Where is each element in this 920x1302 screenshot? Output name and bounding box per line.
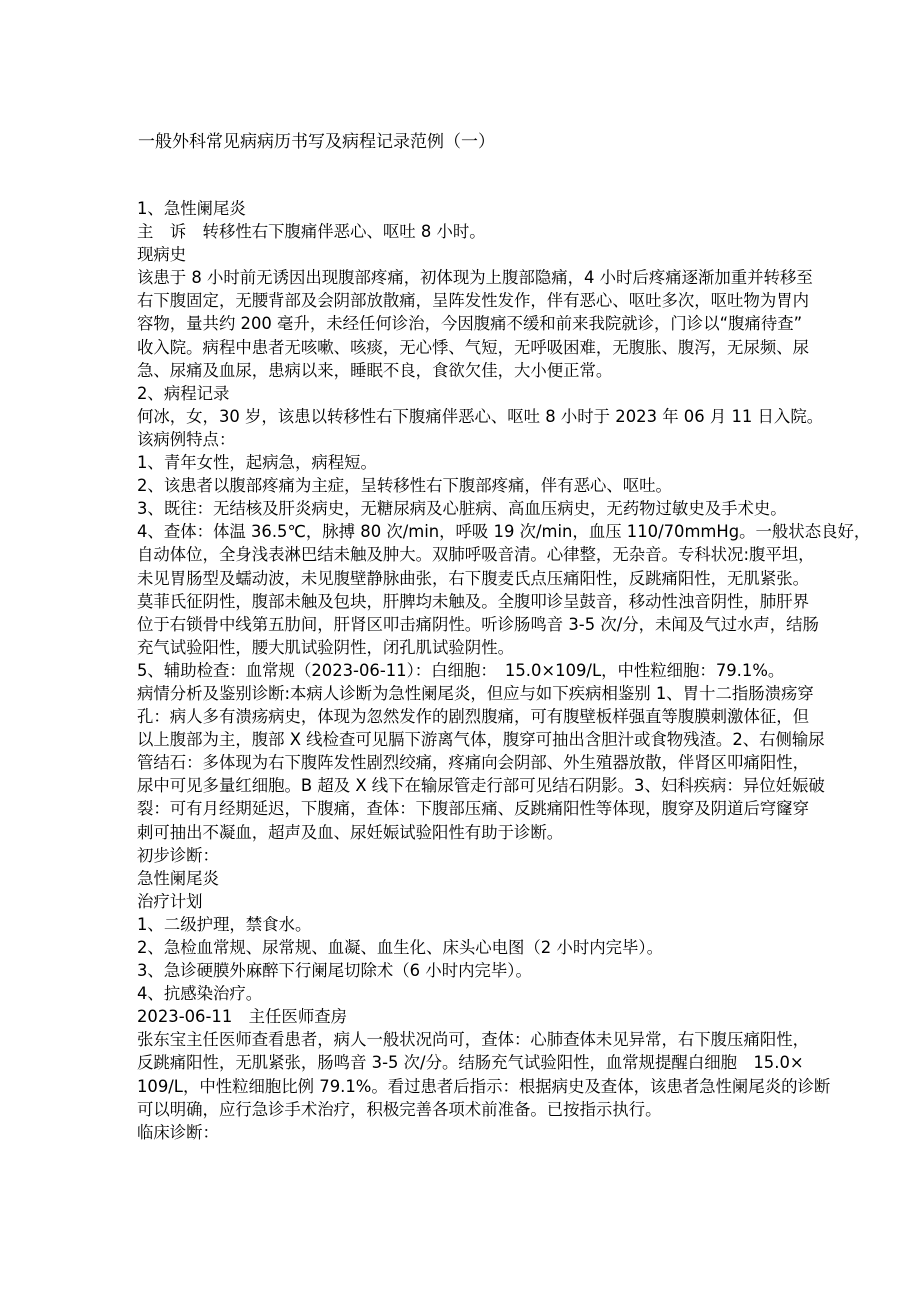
text-line: 2、该患者以腹部疼痛为主症，呈转移性右下腹部疼痛，伴有恶心、呕吐。	[137, 476, 672, 496]
text-line: 孔：病人多有溃疡病史，体现为忽然发作的剧烈腹痛，可有腹壁板样强直等腹膜刺激体征，但	[137, 707, 810, 727]
text-line: 3、既往：无结核及肝炎病史，无糖尿病及心脏病、高血压病史，无药物过敏史及手术史。	[137, 499, 787, 519]
text-line: 刺可抽出不凝血，超声及血、尿妊娠试验阳性有助于诊断。	[137, 822, 564, 842]
text-line: 4、查体：体温 36.5℃，脉搏 80 次/min，呼吸 19 次/min，血压 110/70mmHg。一般状态良好，	[137, 522, 871, 542]
text-line: 裂：可有月经期延迟，下腹痛，查体：下腹部压痛、反跳痛阳性等体现，腹穿及阴道后穹窿穿	[137, 799, 810, 819]
text-line: 2、急检血常规、尿常规、血凝、血生化、床头心电图（2 小时内完毕）。	[137, 938, 663, 957]
text-line: 反跳痛阳性，无肌紧张，肠鸣音 3-5 次/分。结肠充气试验阳性，血常规提醒白细胞 15.0×	[137, 1053, 804, 1073]
text-line: 管结石：多体现为右下腹阵发性剧烈绞痛，疼痛向会阴部、外生殖器放散，伴肾区叩痛阳性，	[137, 753, 810, 773]
text-line: 现病史	[137, 245, 187, 265]
text-line: 1、急性阑尾炎	[137, 199, 246, 218]
text-line: 可以明确，应行急诊手术治疗，积极完善各项术前准备。已按指示执行。	[137, 1099, 662, 1119]
text-line: 以上腹部为主，腹部 X 线检查可见膈下游离气体，腹穿可抽出含胆汁或食物残渣。2、右侧输尿	[137, 730, 825, 750]
text-line: 张东宝主任医师查看患者，病人一般状况尚可，查体：心肺查体未见异常，右下腹压痛阳性，	[137, 1030, 810, 1050]
text-line: 该患于 8 小时前无诱因出现腹部疼痛，初体现为上腹部隐痛，4 小时后疼痛逐渐加重并转移至	[137, 268, 813, 288]
text-line: 未见胃肠型及蠕动波，未见腹壁静脉曲张，右下腹麦氏点压痛阳性，反跳痛阳性，无肌紧张。	[137, 568, 810, 588]
text-line: 109/L，中性粒细胞比例 79.1%。看过患者后指示：根据病史及查体，该患者急性阑尾炎的诊断	[137, 1076, 831, 1096]
document-body	[137, 197, 907, 1144]
text-line: 收入院。病程中患者无咳嗽、咳痰，无心悸、气短，无呼吸困难，无腹胀、腹泻，无尿频、尿	[137, 337, 810, 357]
text-line: 该病例特点：	[137, 429, 236, 449]
text-line: 充气试验阳性，腰大肌试验阴性，闭孔肌试验阴性。	[137, 637, 514, 657]
text-line: 1、二级护理，禁食水。	[137, 914, 312, 934]
text-line: 莫菲氏征阴性，腹部未触及包块，肝脾均未触及。全腹叩诊呈鼓音，移动性浊音阴性，肺肝界	[137, 591, 810, 611]
text-line: 何冰，女，30 岁，该患以转移性右下腹痛伴恶心、呕吐 8 小时于 2023 年 06 月 11 日入院。	[137, 406, 824, 426]
text-line: 1、青年女性，起病急，病程短。	[137, 453, 377, 473]
text-line: 3、急诊硬膜外麻醉下行阑尾切除术（6 小时内完毕）。	[137, 961, 532, 981]
text-line: 自动体位，全身浅表淋巴结未触及肿大。双肺呼吸音清。心律整，无杂音。专科状况:腹平坦，	[137, 545, 815, 565]
document-title: 一般外科常见病病历书写及病程记录范例（一）	[138, 132, 495, 152]
text-line: 病情分析及鉴别诊断:本病人诊断为急性阑尾炎，但应与如下疾病相鉴别 1、胃十二指肠溃疡穿	[137, 683, 814, 703]
text-line: 尿中可见多量红细胞。B 超及 X 线下在输尿管走行部可见结石阴影。3、妇科疾病：异位妊娠破	[137, 776, 825, 796]
text-line: 治疗计划	[137, 891, 203, 911]
text-line: 急性阑尾炎	[137, 868, 219, 888]
text-line: 5、辅助检查：血常规（2023-06-11）：白细胞： 15.0×109/L，中性粒细胞：79.1%。	[137, 660, 785, 680]
text-line: 临床诊断：	[137, 1122, 219, 1142]
text-line: 右下腹固定，无腰背部及会阴部放散痛，呈阵发性发作，伴有恶心、呕吐多次，呕吐物为胃内	[137, 291, 810, 311]
text-line: 主 诉 转移性右下腹痛伴恶心、呕吐 8 小时。	[137, 222, 486, 242]
text-line: 位于右锁骨中线第五肋间，肝肾区叩击痛阴性。听诊肠鸣音 3-5 次/分，未闻及气过水声，结肠	[137, 614, 819, 634]
text-line: 4、抗感染治疗。	[137, 984, 263, 1004]
text-line: 初步诊断：	[137, 845, 219, 865]
text-line: 容物，量共约 200 毫升，未经任何诊治，今因腹痛不缓和前来我院就诊，门诊以“腹痛待查”	[137, 314, 803, 334]
text-line: 2、病程记录	[137, 383, 230, 403]
text-line: 2023-06-11 主任医师查房	[137, 1007, 347, 1027]
text-line: 急、尿痛及血尿，患病以来，睡眠不良，食欲欠佳，大小便正常。	[137, 360, 613, 380]
